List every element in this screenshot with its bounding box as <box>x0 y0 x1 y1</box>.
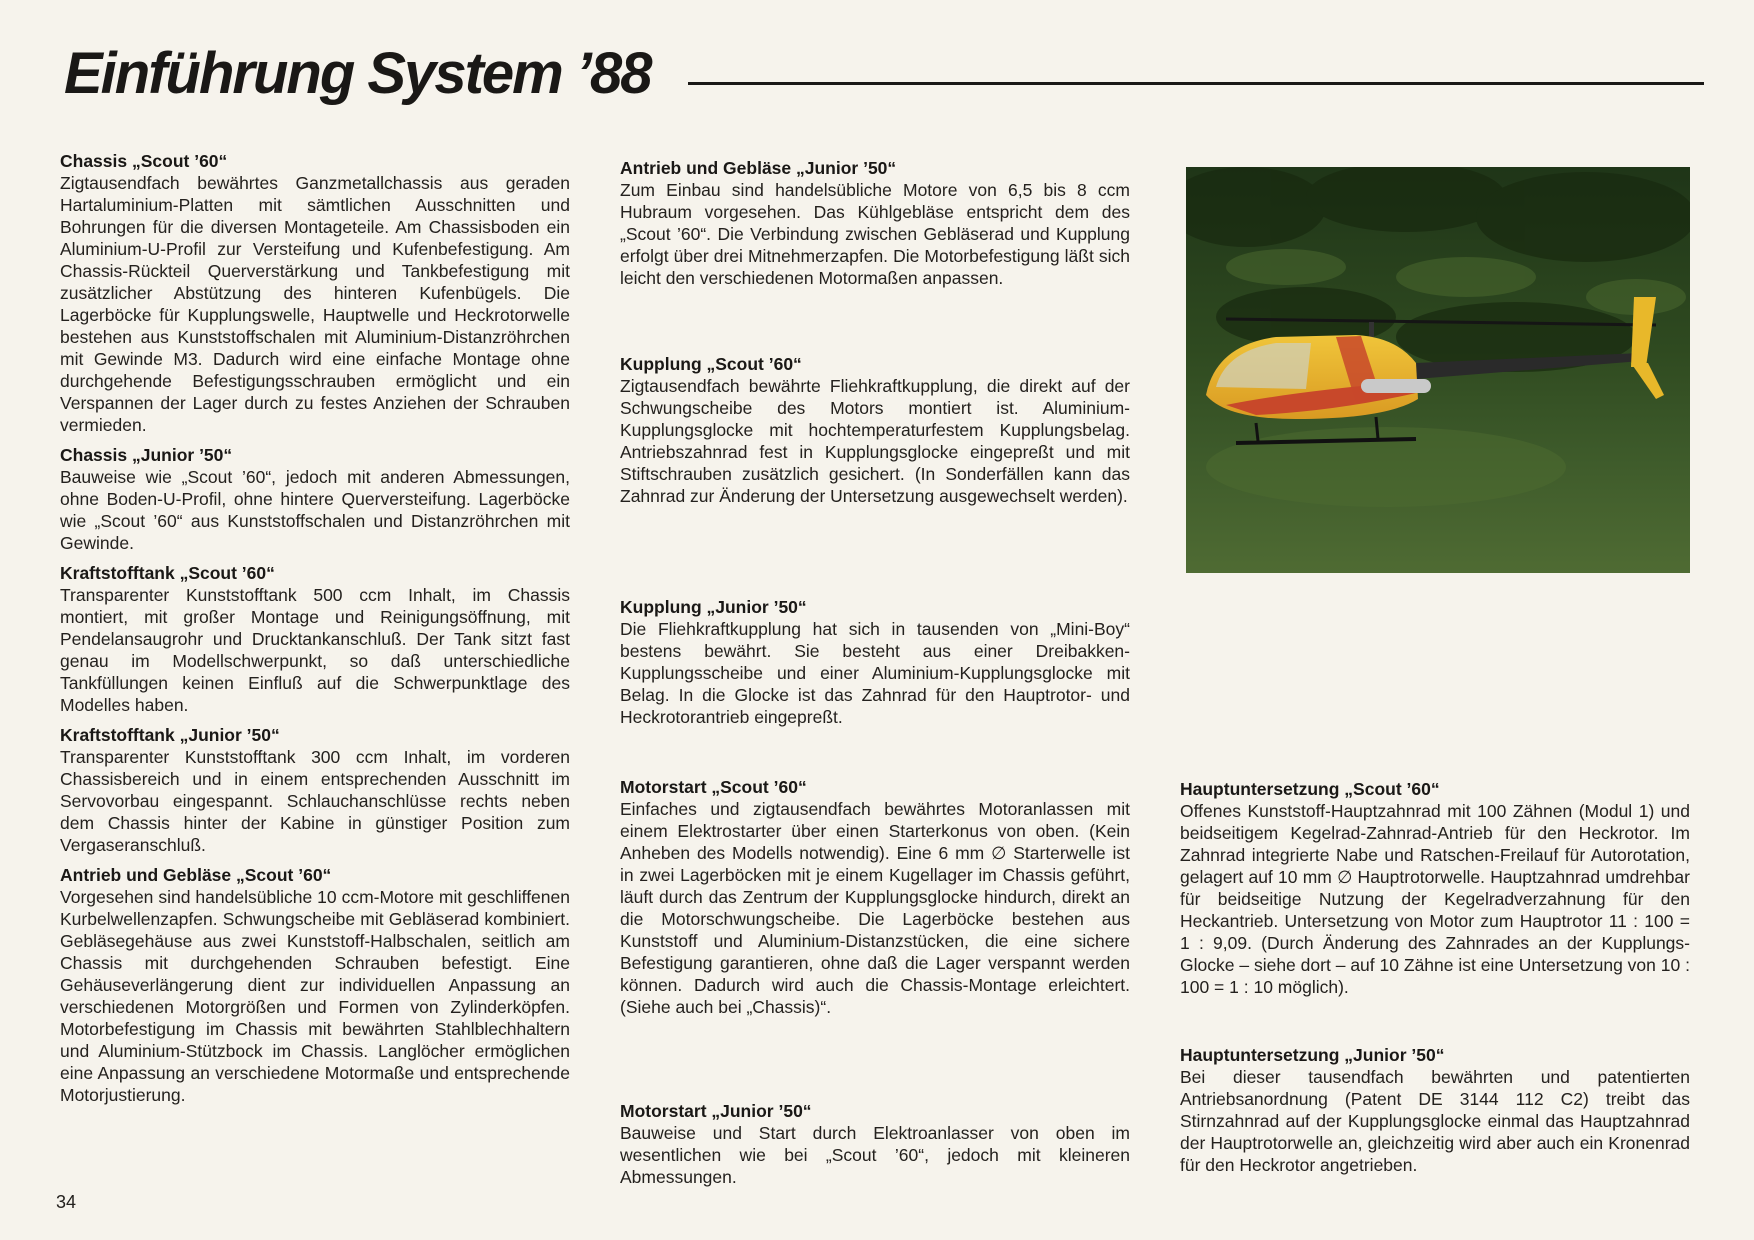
column-left <box>60 150 570 1114</box>
helicopter-photo-icon <box>1186 167 1690 573</box>
section-chassis-scout <box>60 150 570 436</box>
section-heading: Kraftstofftank „Scout ’60“ <box>60 563 275 583</box>
section-heading: Hauptuntersetzung „Scout ’60“ <box>1180 779 1440 799</box>
section-text: Bei dieser tausendfach bewährten und patentierten Antriebsanordnung (Patent DE 3144 112 C2) treibt das Stirnzahnrad auf der Kupplungsglocke einmal das Hauptzahnrad der Hauptrotorwelle an, gleichzeitig wird aber auch ein Kronenrad für den Heckrotor angetrieben. <box>1180 1067 1690 1175</box>
section-drive-scout <box>60 864 570 1106</box>
title-rule <box>688 82 1704 85</box>
section-start-junior <box>620 1100 1130 1188</box>
section-start-scout <box>620 776 1130 1018</box>
section-gear-scout <box>1180 778 1690 998</box>
section-heading: Chassis „Scout ’60“ <box>60 151 228 171</box>
section-heading: Motorstart „Scout ’60“ <box>620 777 807 797</box>
page-number: 34 <box>56 1192 77 1212</box>
section-text: Bauweise wie „Scout ’60“, jedoch mit anderen Abmessungen, ohne Boden-U-Profil, ohne hintere Querversteifung. Lagerböcke wie „Scout ’60“ aus Kunststoffschalen und Distanzröhrchen mit Gewinde. <box>60 467 570 553</box>
section-text: Zigtausendfach bewährte Fliehkraftkupplung, die direkt auf der Schwungscheibe des Motors montiert ist. Aluminium-Kupplungsglocke mit hochtemperaturfestem Kupplungsbelag. Antriebszahnrad fest in Kupplungsglocke eingepreßt und mit Stiftschrauben zusätzlich gesichert. (In Sonderfällen kann das Zahnrad zur Änderung der Untersetzung ausgewechselt werden). <box>620 376 1130 506</box>
section-text: Einfaches und zigtausendfach bewährtes Motoranlassen mit einem Elektrostarter über einen Starterkonus von oben. (Kein Anheben des Modells notwendig). Eine 6 mm ∅ Starterwelle ist in zwei Lagerböcken mit je einem Kugellager im Chassis geführt, läuft durch das Zentrum der Kupplungsglocke hindurch, direkt an die Motorschwungscheibe. Die Lagerböcke bestehen aus Kunststoff und Aluminium-Distanzstücken, die eine sichere Befestigung garantieren, ohne daß die Lager verspannt werden können. Dadurch wird auch die Chassis-Montage erleichtert. (Siehe auch bei „Chassis)“. <box>620 799 1130 1017</box>
section-heading: Antrieb und Gebläse „Junior ’50“ <box>620 158 897 178</box>
section-drive-junior <box>620 157 1130 289</box>
section-text: Transparenter Kunststofftank 300 ccm Inhalt, im vorderen Chassisbereich und in einem entsprechenden Ausschnitt im Servovorbau eingespannt. Schlauchanschlüsse rechts neben dem Chassis hinter der Kabine in günstiger Position zum Vergaseranschluß. <box>60 747 570 855</box>
column-middle-start-junior <box>620 1100 1130 1196</box>
section-text: Bauweise und Start durch Elektroanlasser von oben im wesentlichen wie bei „Scout ’60“, jedoch mit kleineren Abmessungen. <box>620 1123 1130 1187</box>
section-heading: Antrieb und Gebläse „Scout ’60“ <box>60 865 332 885</box>
column-middle-start-scout <box>620 776 1130 1026</box>
section-heading: Kupplung „Scout ’60“ <box>620 354 802 374</box>
column-middle-top <box>620 157 1130 297</box>
section-heading: Hauptuntersetzung „Junior ’50“ <box>1180 1045 1445 1065</box>
section-heading: Chassis „Junior ’50“ <box>60 445 233 465</box>
column-right-scout <box>1180 778 1690 1006</box>
section-text: Vorgesehen sind handelsübliche 10 ccm-Motore mit geschliffenen Kurbelwellenzapfen. Schwungscheibe mit Gebläserad kombiniert. Gebläsegehäuse aus zwei Kunststoff-Halbschalen, seitlich am Chassis mit durchgehenden Schrauben befestigt. Eine Gehäuseverlängerung dient zur individuellen Anpassung an verschiedenen Motorgrößen und Formen von Zylinderköpfen. Motorbefestigung im Chassis mit bewährten Stahlblechhaltern und Aluminium-Stützbock im Chassis. Langlöcher ermöglichen eine Anpassung an verschiedene Motormaße und entsprechende Motorjustierung. <box>60 887 570 1105</box>
section-text: Die Fliehkraftkupplung hat sich in tausenden von „Mini-Boy“ bestens bewährt. Sie besteht aus einer Dreibakken-Kupplungsscheibe und einer Aluminium-Kupplungsglocke mit Belag. In die Glocke ist das Zahnrad für den Hauptrotor- und Heckrotorantrieb eingepreßt. <box>620 619 1130 727</box>
section-tank-scout <box>60 562 570 716</box>
column-middle-clutch-scout <box>620 353 1130 515</box>
column-middle-clutch-junior <box>620 596 1130 736</box>
section-clutch-scout <box>620 353 1130 507</box>
section-text: Offenes Kunststoff-Hauptzahnrad mit 100 Zähnen (Modul 1) und beidseitigem Kegelrad-Zahnrad-Antrieb für den Heckrotor. Im Zahnrad integrierte Nabe und Ratschen-Freilauf für Autorotation, gelagert auf 10 mm ∅ Hauptrotorwelle. Hauptzahnrad umdrehbar für beidseitige Nutzung der Kegelradverzahnung für den Heckantrieb. Untersetzung von Motor zum Hauptrotor 11 : 100 = 1 : 9,09. (Durch Änderung des Zahnrades an der Kupplungs-Glocke – siehe dort – auf 10 Zähne ist eine Untersetzung von 10 : 100 = 1 : 10 möglich). <box>1180 801 1690 997</box>
page-title: Einführung System ’88 <box>64 41 651 106</box>
helicopter-photo <box>1186 167 1690 573</box>
section-text: Transparenter Kunststofftank 500 ccm Inhalt, im Chassis montiert, mit großer Montage und Reinigungsöffnung, mit Pendelansaugrohr und Drucktankanschluß. Der Tank sitzt fast genau im Modellschwerpunkt, so daß unterschiedliche Tankfüllungen keinen Einfluß auf die Schwerpunktlage des Modelles haben. <box>60 585 570 715</box>
section-gear-junior <box>1180 1044 1690 1176</box>
section-heading: Kupplung „Junior ’50“ <box>620 597 807 617</box>
section-text: Zigtausendfach bewährtes Ganzmetallchassis aus geraden Hartaluminium-Platten mit sämtlichen Ausschnitten und Bohrungen für die diversen Montageteile. Am Chassisboden ein Aluminium-U-Profil zur Versteifung und Kufenbefestigung. Am Chassis-Rückteil Querverstärkung und Tankbefestigung mit zusätzlicher Abstützung des hinteren Kufenbügels. Die Lagerböcke für Kupplungswelle, Hauptwelle und Heckrotorwelle bestehen aus Kunststoffschalen mit Aluminium-Distanzröhrchen mit Gewinde M3. Dadurch wird eine einfache Montage ohne durchgehende Befestigungsschrauben ermöglicht und ein Verspannen der Lager durch zu festes Anziehen der Schrauben vermieden. <box>60 173 570 435</box>
section-chassis-junior <box>60 444 570 554</box>
section-tank-junior <box>60 724 570 856</box>
section-clutch-junior <box>620 596 1130 728</box>
section-heading: Kraftstofftank „Junior ’50“ <box>60 725 280 745</box>
column-right-junior <box>1180 1044 1690 1184</box>
section-heading: Motorstart „Junior ’50“ <box>620 1101 812 1121</box>
section-text: Zum Einbau sind handelsübliche Motore von 6,5 bis 8 ccm Hubraum vorgesehen. Das Kühlgebläse entspricht dem des „Scout ’60“. Die Verbindung zwischen Gebläserad und Kupplung erfolgt über drei Mitnehmerzapfen. Die Motorbefestigung läßt sich leicht den verschiedenen Motormaßen anpassen. <box>620 180 1130 288</box>
